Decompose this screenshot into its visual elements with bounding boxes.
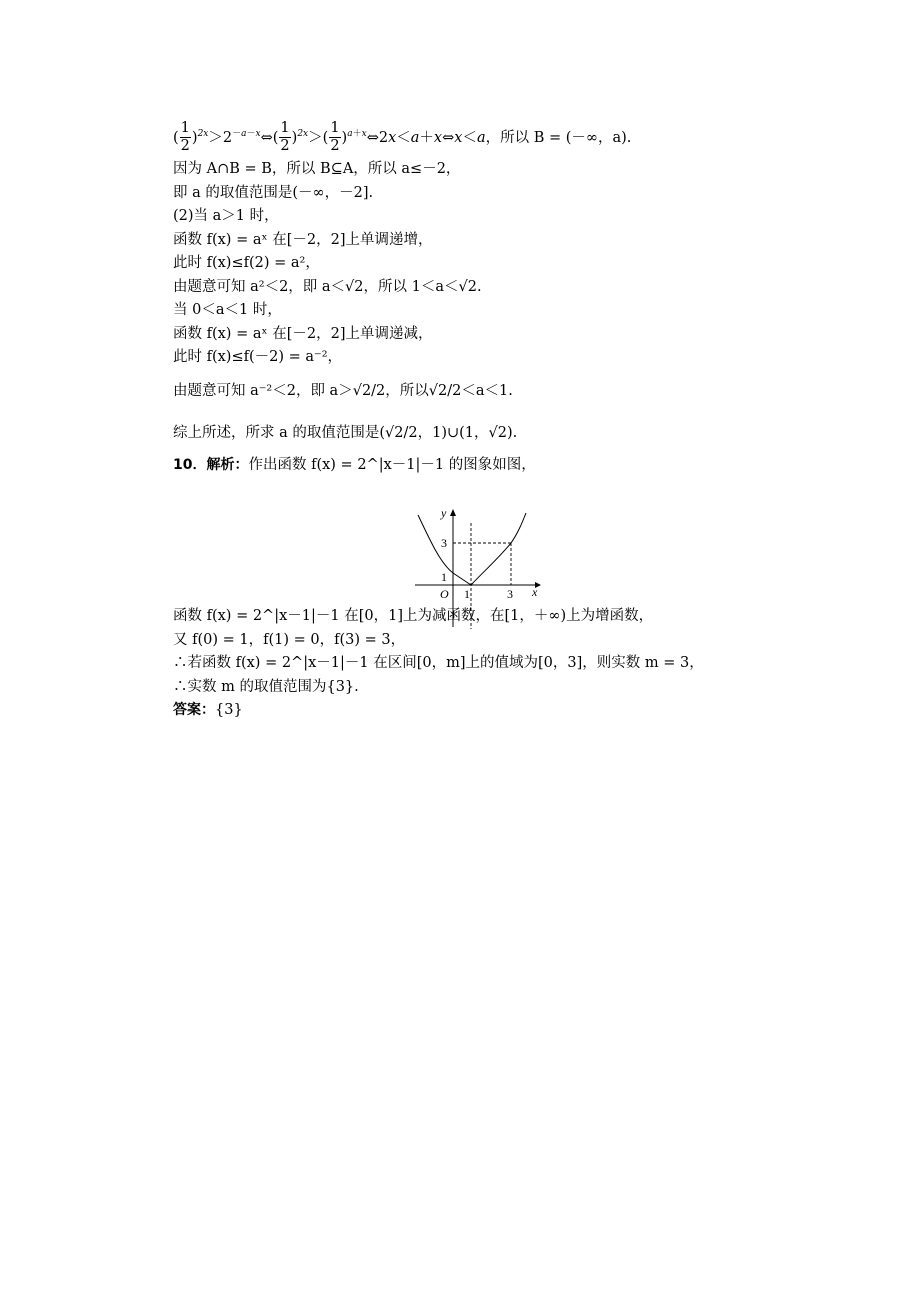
answer-value: {3} — [215, 702, 243, 718]
y-tick-1-label: 1 — [441, 570, 447, 584]
line-8: 当 0＜a＜1 时， — [173, 302, 282, 318]
fraction-half: $\frac{1}{2}$ — [180, 120, 190, 154]
x-tick-1-label: 1 — [464, 587, 470, 601]
line-7: 由题意可知 a²＜2，即 a＜√2，所以 1＜a＜√2. — [173, 278, 482, 295]
line-1-tail: ，所以 — [485, 130, 530, 146]
line-17: ∴实数 m 的取值范围为{3}. — [173, 678, 359, 695]
line-10: 此时 f(x)≤f(－2) = a⁻²， — [173, 349, 343, 365]
line-9: 函数 f(x) = aˣ 在[－2，2]上单调递减， — [173, 325, 433, 342]
line-14: 函数 f(x) = 2^|x－1|－1 在[0，1]上为减函数，在[1，＋∞)上为增函数， — [173, 608, 654, 624]
problem-label: 10．解析： — [173, 456, 249, 473]
x-axis-label: x — [532, 585, 538, 599]
fraction-half: $\frac{1}{2}$ — [280, 120, 290, 154]
line-12: 综上所述，所求 a 的取值范围是(√2/2，1)∪(1，√2). — [173, 424, 518, 441]
line-1: ( $\frac{1}{2}$ )$^{2x}>2^{-a-x}\Leftrightarrow$( $\frac{1}{2}$ )$^{2x}$＞( $\frac{1}{2}$ )$^{a+x}$⇔2x＜a＋x⇔x＜a，所以 B = (－∞，a). — [173, 120, 632, 154]
line-5: 函数 f(x) = aˣ 在[－2，2]上单调递增， — [173, 231, 433, 248]
line-16: ∴若函数 f(x) = 2^|x－1|－1 在区间[0，m]上的值域为[0，3]，则实数 m = 3， — [173, 655, 704, 671]
y-axis-arrow — [450, 509, 456, 516]
line-3: 即 a 的取值范围是(－∞，－2]. — [173, 184, 374, 201]
line-13-text: 作出函数 f(x) = 2^|x－1|－1 的图象如图， — [248, 456, 536, 473]
function-graph — [410, 505, 545, 630]
solution-text — [173, 118, 753, 723]
line-6: 此时 f(x)≤f(2) = a²， — [173, 255, 320, 271]
line-4: (2)当 a＞1 时， — [173, 208, 279, 224]
line-2: 因为 A∩B = B，所以 B⊆A，所以 a≤－2， — [173, 161, 461, 177]
origin-label: O — [440, 587, 449, 601]
answer-line — [173, 699, 753, 723]
y-axis-label: y — [441, 506, 447, 520]
answer-label: 答案： — [173, 702, 215, 718]
line-11: 由题意可知 a⁻²＜2，即 a＞√2/2，所以√2/2＜a＜1. — [173, 382, 513, 399]
x-tick-3-label: 3 — [507, 587, 513, 601]
function-curve — [418, 513, 526, 585]
fraction-half: $\frac{1}{2}$ — [330, 120, 340, 154]
line-15: 又 f(0) = 1，f(1) = 0，f(3) = 3， — [173, 631, 406, 648]
y-tick-3-label: 3 — [441, 536, 447, 550]
line-13 — [173, 454, 753, 478]
set-b-interval: B = (－∞，a). — [533, 130, 632, 146]
